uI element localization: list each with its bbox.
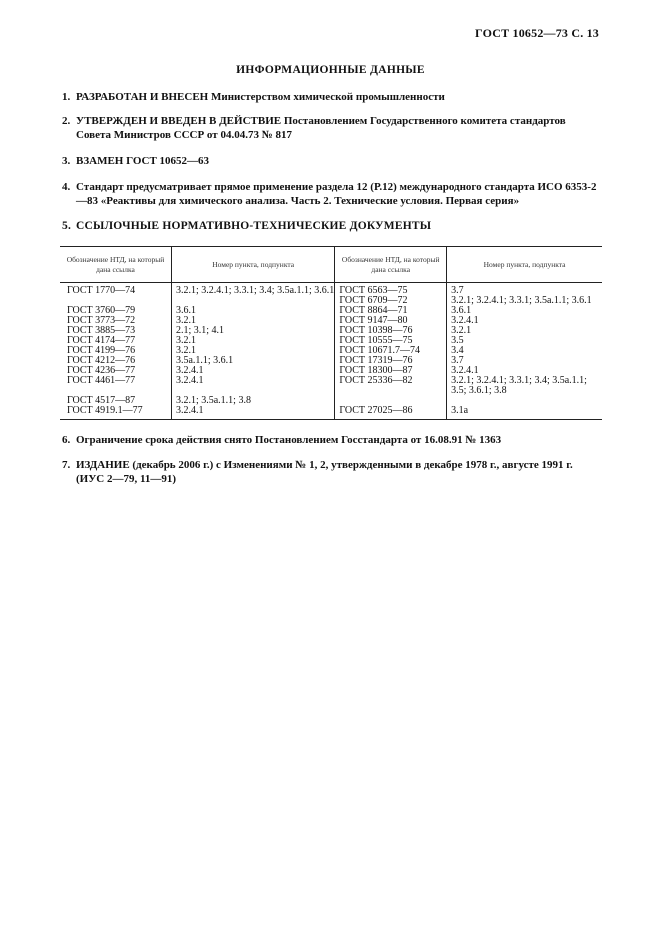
table-cell: 3.2.1 [171,316,334,326]
table-cell: 3.4 [447,346,602,356]
table-cell: 3.2.1 [171,346,334,356]
section-title: ИНФОРМАЦИОННЫЕ ДАННЫЕ [236,64,425,76]
table-cell: ГОСТ 4199—76 [67,345,136,356]
table-header-row [60,247,602,283]
table-cell: 3.2.4.1 [447,316,602,326]
table-cell: 3.6.1 [447,306,602,316]
table-cell: ГОСТ 9147—80 [335,316,447,326]
table-cell: 3.2.1; 3.5а.1.1; 3.8 [171,396,334,406]
info-item-4 [62,180,602,208]
table-row [60,283,602,307]
table-cell: 3.2.1; 3.2.4.1; 3.3.1; 3.4; 3.5а.1.1; 3.5; 3.6.1; 3.8 [447,376,602,396]
item-number: 2. [62,115,71,127]
table-cell: 3.2.1 [447,326,602,336]
item-text: Стандарт предусматривает прямое применение раздела 12 (Р.12) международного стандарта ИСО 6353-2—83 «Реактивы для химического анализа. Часть 2. Технические условия. Первая серия» [76,181,597,207]
item-number: 4. [62,181,71,193]
item-number: 7. [62,459,71,471]
table-body [60,283,602,420]
item-number: 5. [62,220,72,232]
table-cell: 3.2.1; 3.2.4.1; 3.3.1; 3.4; 3.5а.1.1; 3.6.1 [171,283,334,307]
column-header: Номер пункта, подпункта [447,247,602,283]
info-item-1 [62,90,602,104]
table-cell: ГОСТ 3885—73 [67,325,136,336]
item-number: 1. [62,91,71,103]
table-row [60,336,602,346]
info-item-2 [62,114,602,142]
table-row [60,316,602,326]
table-cell: 3.5а.1.1; 3.6.1 [171,356,334,366]
item-lead: ИЗДАНИЕ [76,459,130,471]
column-header: Номер пункта, подпункта [171,247,334,283]
table-cell: ГОСТ 27025—86 [335,406,447,420]
table-cell: ГОСТ 10398—76 [335,326,447,336]
table-row [60,356,602,366]
table-cell: ГОСТ 18300—87 [335,366,447,376]
table-cell: ГОСТ 3773—72 [67,315,136,326]
item-number: 6. [62,434,71,446]
table-cell: 3.2.4.1 [171,366,334,376]
table-cell: ГОСТ 4919.1—77 [60,406,171,420]
table-row [60,346,602,356]
table-cell: ГОСТ 4461—77 [67,375,136,386]
table-cell: 3.7 [447,356,602,366]
item-text: Министерством химической промышленности [208,91,445,103]
table-cell: 3.2.4.1 [171,376,334,396]
reference-documents-table [60,246,602,420]
table-cell: 3.1а [447,406,602,420]
item-lead: ВЗАМЕН ГОСТ 10652—63 [76,155,210,167]
table-cell: 3.2.1 [171,336,334,346]
table-cell: ГОСТ 4236—77 [67,365,136,376]
table-cell [447,396,602,406]
table-row [60,406,602,420]
column-header: Обозначение НТД, на который дана ссылка [335,247,447,283]
table-cell: ГОСТ 25336—82 [335,376,447,396]
item-lead: РАЗРАБОТАН И ВНЕСЕН [76,91,209,103]
table-cell: 3.5 [447,336,602,346]
page-header: ГОСТ 10652—73 С. 13 [475,26,599,40]
item-number: 3. [62,155,71,167]
table-cell: ГОСТ 3760—79 [67,305,136,316]
table-cell: ГОСТ 10555—75 [335,336,447,346]
item-text: Ограничение срока действия снято Постановлением Госстандарта от 16.08.91 № 1363 [76,434,502,446]
table-cell: 3.2.4.1 [447,366,602,376]
table-row [60,376,602,396]
table-cell: ГОСТ 4517—87 [67,395,136,406]
info-item-6 [62,433,602,447]
table-cell: 2.1; 3.1; 4.1 [171,326,334,336]
table-cell: ГОСТ 10671.7—74 [335,346,447,356]
table-cell: ГОСТ 1770—74 [67,285,136,296]
table-cell: ГОСТ 4212—76 [67,355,136,366]
info-item-3 [62,154,602,168]
table-cell: ГОСТ 8864—71 [335,306,447,316]
table-cell: ГОСТ 17319—76 [335,356,447,366]
item-lead: ССЫЛОЧНЫЕ НОРМАТИВНО-ТЕХНИЧЕСКИЕ ДОКУМЕНТЫ [76,220,432,232]
item-lead: УТВЕРЖДЕН И ВВЕДЕН В ДЕЙСТВИЕ [76,115,282,127]
table-cell: ГОСТ 4174—77 [67,335,136,346]
table-cell: 3.7 3.2.1; 3.2.4.1; 3.3.1; 3.5а.1.1; 3.6.1 [447,283,602,307]
table-cell: ГОСТ 6563—75 ГОСТ 6709—72 [335,283,447,307]
table-cell: 3.6.1 [171,306,334,316]
table-row [60,326,602,336]
table-row [60,306,602,316]
table-cell: 3.2.4.1 [171,406,334,420]
item-text: (декабрь 2006 г.) с Изменениями № 1, 2, утвержденными в декабре 1978 г., августе 1991 г. (ИУС 2—79, 11—91) [76,459,573,485]
info-item-5 [62,219,602,233]
item-text: Постановлением Государственного комитета стандартов Совета Министров СССР от 04.04.73 № 817 [76,115,566,141]
info-item-7 [62,458,602,486]
column-header: Обозначение НТД, на который дана ссылка [60,247,171,283]
